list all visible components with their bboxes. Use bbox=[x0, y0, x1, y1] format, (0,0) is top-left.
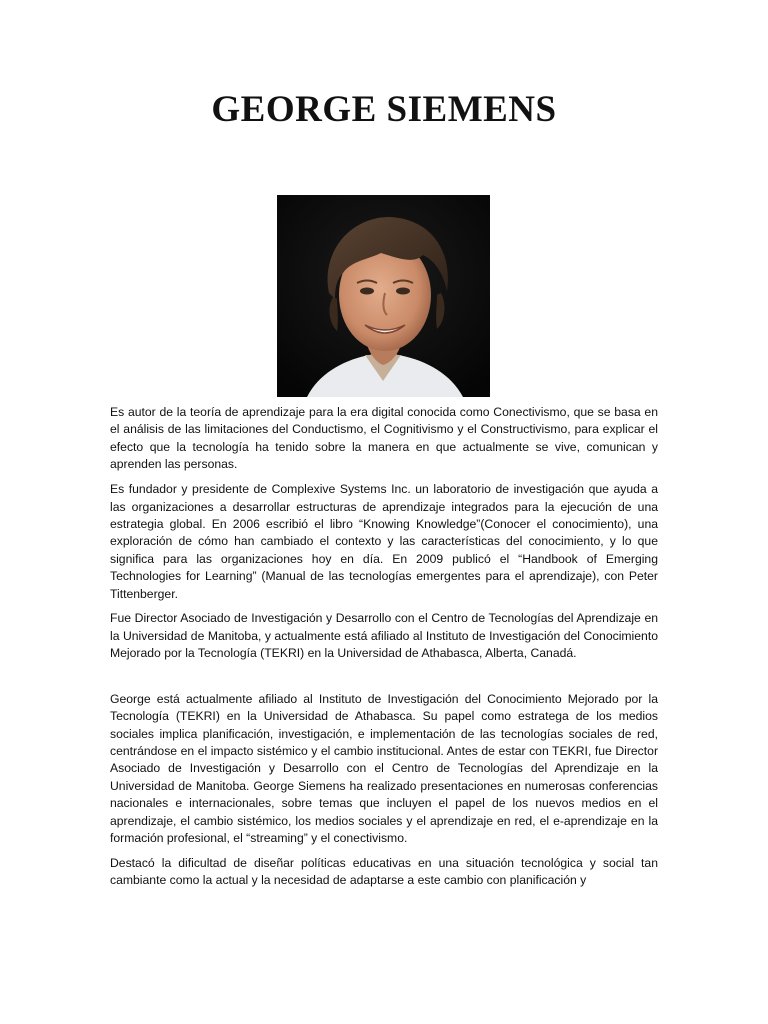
paragraph-4: George está actualmente afiliado al Instituto de Investigación del Conocimiento Mejorado por la Tecnología (TEKRI) en la Universidad de Athabasca. Su papel como estratega de los medios sociales implica planificación, investigación, e implementación de las tecnologías sociales de red, centrándose en el impacto sistémico y el cambio institucional. Antes de estar con TEKRI, fue Director Asociado de Investigación y Desarrollo con el Centro de Tecnologías del Aprendizaje en la Universidad de Manitoba. George Siemens ha realizado presentaciones en numerosas conferencias nacionales e internacionales, sobre temas que incluyen el papel de los nuevos medios en el aprendizaje, el cambio sistémico, los medios sociales y el aprendizaje en red, el e-aprendizaje en la formación profesional, el “streaming” y el conectivismo. bbox=[110, 691, 658, 845]
paragraph-1: Es autor de la teoría de aprendizaje para la era digital conocida como Conectivismo, que se basa en el análisis de las limitaciones del Conductismo, el Cognitivismo y el Constructivismo, para explicar el efecto que la tecnología ha tenido sobre la manera en que actualmente se vive, comunican y aprenden las personas. bbox=[110, 405, 658, 472]
portrait-photo bbox=[277, 195, 490, 397]
paragraph-5: Destacó la dificultad de diseñar políticas educativas en una situación tecnológica y social tan cambiante como la actual y la necesidad de adaptarse a este cambio con planificación y bbox=[110, 855, 658, 888]
paragraph-2: Es fundador y presidente de Complexive Systems Inc. un laboratorio de investigación que ayuda a las organizaciones a desarrollar estructuras de aprendizaje integrados para la ejecución de una estrategia global. En 2006 escribió el libro “Knowing Knowledge”(Conocer el conocimiento), una exploración de cómo han cambiado el contexto y las características del conocimiento, y lo que significa para las organizaciones hoy en día. En 2009 publicó el “Handbook of Emerging Technologies for Learning” (Manual de las tecnologías emergentes para el aprendizaje), con Peter Tittenberger. bbox=[110, 482, 658, 601]
page-title: GEORGE SIEMENS bbox=[211, 89, 557, 130]
paragraph-3: Fue Director Asociado de Investigación y Desarrollo con el Centro de Tecnologías del Aprendizaje en la Universidad de Manitoba, y actualmente está afiliado al Instituto de Investigación del Conocimiento Mejorado por la Tecnología (TEKRI) en la Universidad de Athabasca, Alberta, Canadá. bbox=[110, 611, 658, 661]
biography-text bbox=[110, 404, 658, 897]
portrait-illustration bbox=[277, 195, 490, 397]
